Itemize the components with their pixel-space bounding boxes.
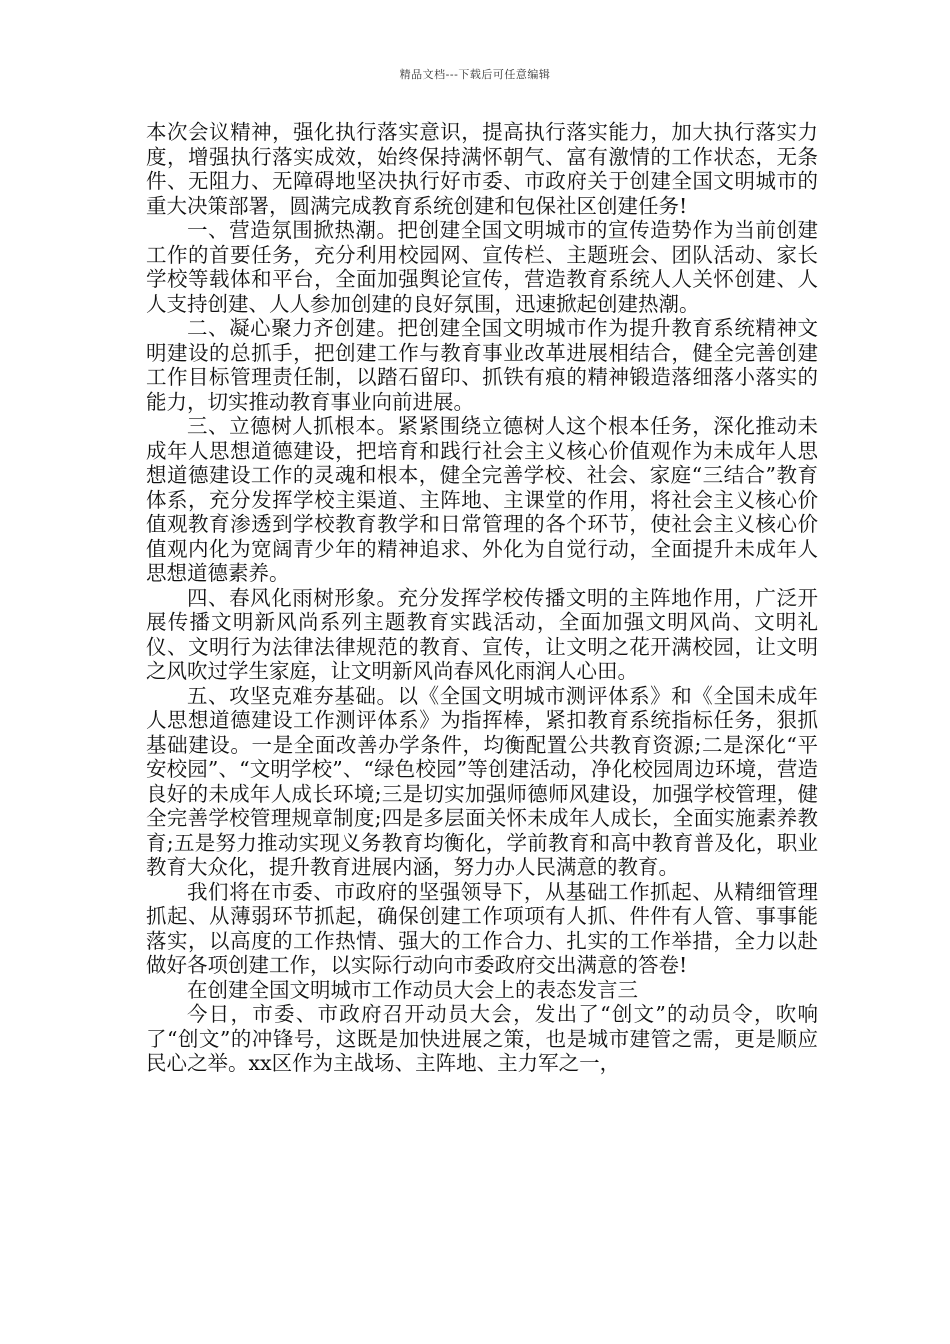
paragraph: 本次会议精神，强化执行落实意识，提高执行落实能力，加大执行落实力度，增强执行落实成效，始终保持满怀朝气、富有激情的工作状态，无条件、无阻力、无障碍地坚决执行好市委、市政府关于创建全国文明城市的重大决策部署，圆满完成教育系统创建和包保社区创建任务! xyxy=(146,120,818,218)
paragraph: 三、立德树人抓根本。紧紧围绕立德树人这个根本任务，深化推动未成年人思想道德建设，把培育和践行社会主义核心价值观作为未成年人思想道德建设工作的灵魂和根本，健全完善学校、社会、家庭“三结合”教育体系，充分发挥学校主渠道、主阵地、主课堂的作用，将社会主义核心价值观教育渗透到学校教育教学和日常管理的各个环节，使社会主义核心价值观内化为宽阔青少年的精神追求、外化为自觉行动，全面提升未成年人思想道德素养。 xyxy=(146,414,818,585)
paragraph: 五、攻坚克难夯基础。以《全国文明城市测评体系》和《全国未成年人思想道德建设工作测评体系》为指挥棒，紧扣教育系统指标任务，狠抓基础建设。一是全面改善办学条件，均衡配置公共教育资源;二是深化“平安校园”、“文明学校”、“绿色校园”等创建活动，净化校园周边环境，营造良好的未成年人成长环境;三是切实加强师德师风建设，加强学校管理，健全完善学校管理规章制度;四是多层面关怀未成年人成长，全面实施素养教育;五是努力推动实现义务教育均衡化，学前教育和高中教育普及化，职业教育大众化，提升教育进展内涵，努力办人民满意的教育。 xyxy=(146,683,818,879)
document-body xyxy=(146,120,818,1076)
paragraph: 一、营造氛围掀热潮。把创建全国文明城市的宣传造势作为当前创建工作的首要任务，充分利用校园网、宣传栏、主题班会、团队活动、家长学校等载体和平台，全面加强舆论宣传，营造教育系统人人关怀创建、人人支持创建、人人参加创建的良好氛围，迅速掀起创建热潮。 xyxy=(146,218,818,316)
page-header: 精品文档---下载后可任意编辑 xyxy=(399,68,551,81)
section-heading: 在创建全国文明城市工作动员大会上的表态发言三 xyxy=(187,977,638,1002)
paragraph: 我们将在市委、市政府的坚强领导下，从基础工作抓起、从精细管理抓起、从薄弱环节抓起，确保创建工作项项有人抓、件件有人管、事事能落实，以高度的工作热情、强大的工作合力、扎实的工作举措，全力以赴做好各项创建工作，以实际行动向市委政府交出满意的答卷! xyxy=(146,879,818,977)
paragraph: 四、春风化雨树形象。充分发挥学校传播文明的主阵地作用，广泛开展传播文明新风尚系列主题教育实践活动，全面加强文明风尚、文明礼仪、文明行为法律法律规范的教育、宣传，让文明之花开满校园，让文明之风吹过学生家庭，让文明新风尚春风化雨润人心田。 xyxy=(146,585,818,683)
paragraph: 今日，市委、市政府召开动员大会，发出了“创文”的动员令，吹响了“创文”的冲锋号，这既是加快进展之策，也是城市建管之需，更是顺应民心之举。xx区作为主战场、主阵地、主力军之一， xyxy=(146,1002,818,1075)
paragraph: 二、凝心聚力齐创建。把创建全国文明城市作为提升教育系统精神文明建设的总抓手，把创建工作与教育事业改革进展相结合，健全完善创建工作目标管理责任制，以踏石留印、抓铁有痕的精神锻造落细落小落实的能力，切实推动教育事业向前进展。 xyxy=(146,316,818,414)
